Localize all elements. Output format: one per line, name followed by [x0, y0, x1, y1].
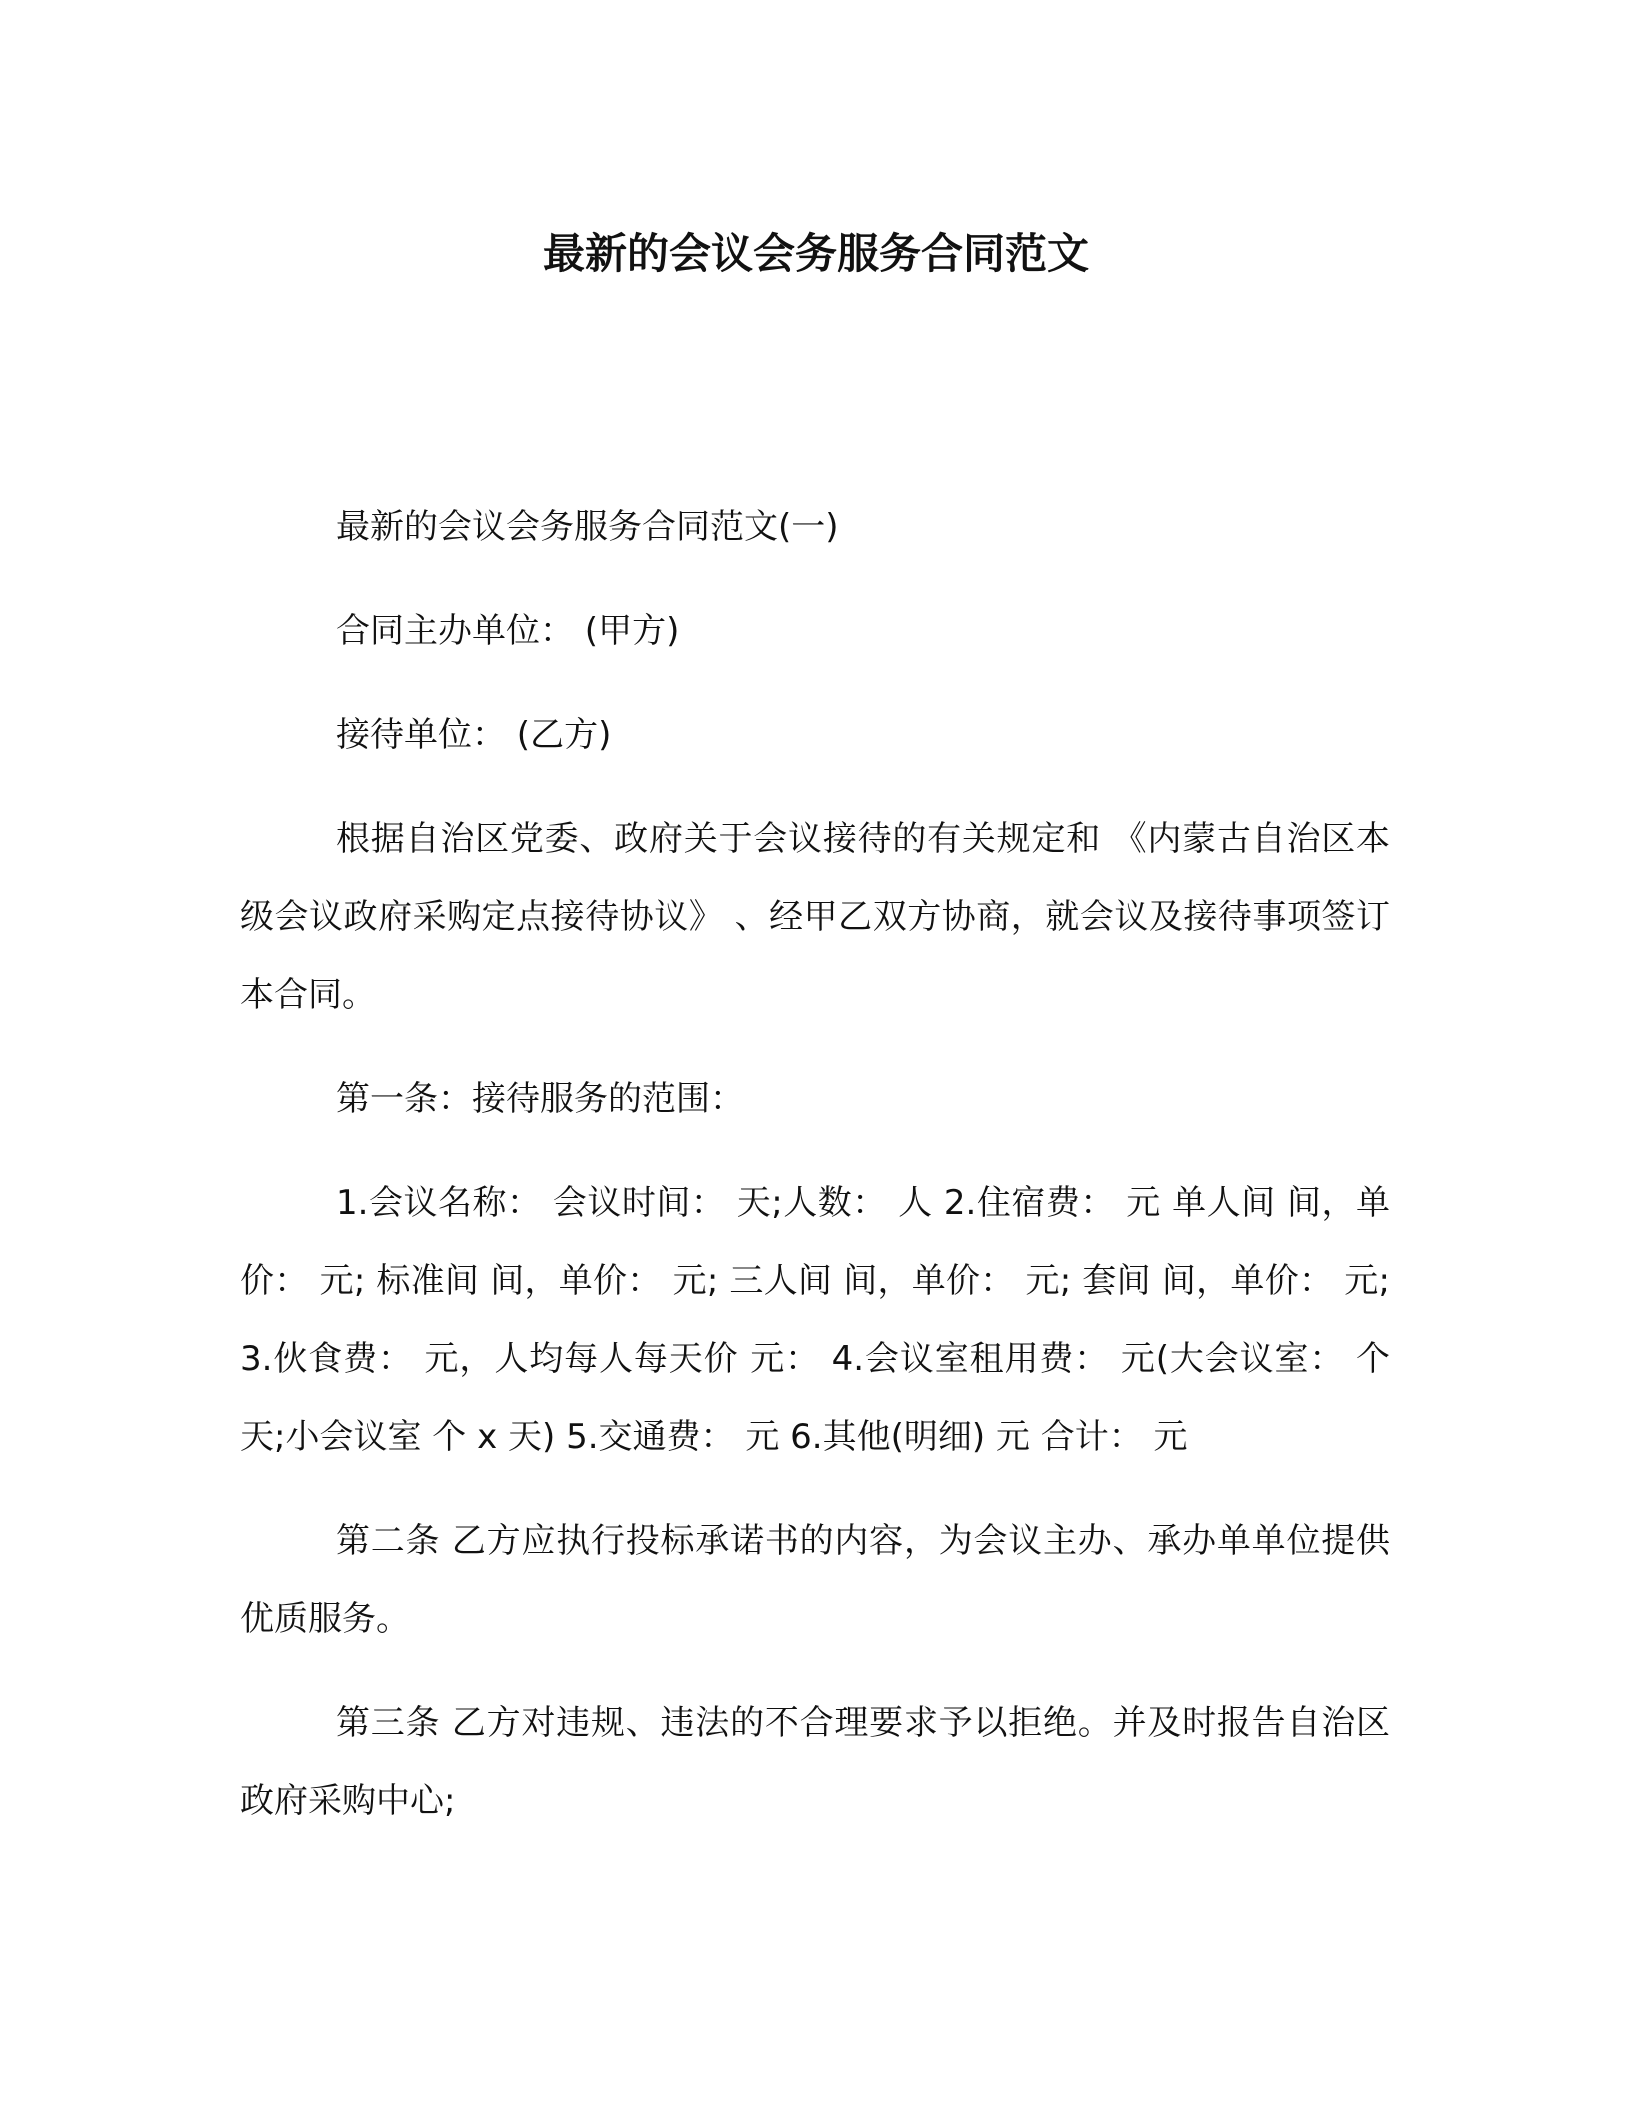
paragraph-party-b: 接待单位： (乙方): [336, 715, 612, 755]
paragraph-article-2: 第二条 乙方应执行投标承诺书的内容，为会议主办、承办单单位提供优质服务。: [240, 1521, 1390, 1639]
paragraph-subtitle: 最新的会议会务服务合同范文(一): [336, 507, 839, 547]
document-body: [240, 488, 1390, 1840]
paragraph-article-3: 第三条 乙方对违规、违法的不合理要求予以拒绝。并及时报告自治区政府采购中心;: [240, 1703, 1390, 1821]
document-title: 最新的会议会务服务合同范文: [542, 229, 1089, 278]
paragraph-party-a: 合同主办单位： (甲方): [336, 611, 680, 651]
paragraph-article-1-heading: 第一条：接待服务的范围：: [336, 1079, 744, 1119]
paragraph-article-1-items: 1.会议名称： 会议时间： 天;人数： 人 2.住宿费： 元 单人间 间，单价： 元; 标准间 间，单价： 元; 三人间 间，单价： 元; 套间 间，单价： 元; 3.伙食费： 元，人均每人每天价 元： 4.会议室租用费： 元(大会议室： 个 天;小会议室 个 x 天) 5.交通费： 元 6.其他(明细) 元 合计： 元: [240, 1183, 1390, 1457]
paragraph-preamble: 根据自治区党委、政府关于会议接待的有关规定和 《内蒙古自治区本级会议政府采购定点接待协议》 、经甲乙双方协商，就会议及接待事项签订本合同。: [240, 819, 1390, 1015]
